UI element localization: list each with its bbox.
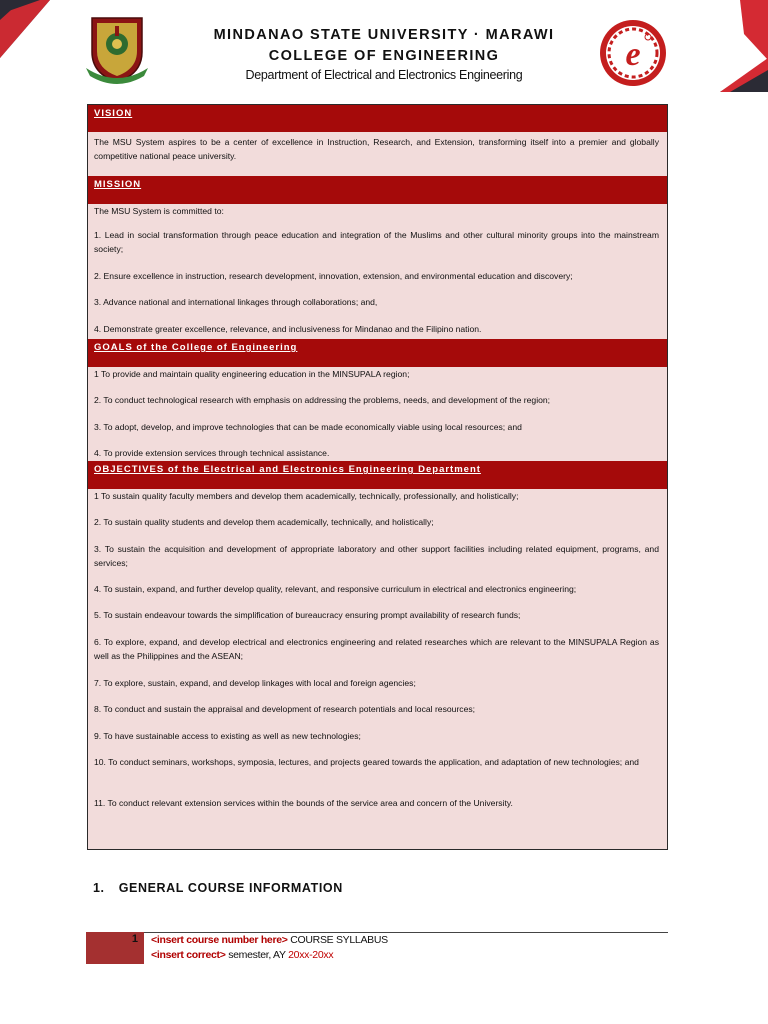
objectives-item: 2. To sustain quality students and develop them academically, technically, and holistically;	[94, 517, 434, 527]
vision-heading: VISION	[88, 105, 667, 132]
svg-text:e: e	[625, 36, 641, 73]
vision-mission-goals-box	[87, 104, 668, 850]
course-number-placeholder: <insert course number here>	[151, 934, 288, 946]
course-syllabus-label: COURSE SYLLABUS	[287, 934, 388, 946]
objectives-item: 9. To have sustainable access to existing as well as new technologies;	[94, 731, 361, 741]
goals-heading: GOALS of the College of Engineering	[88, 339, 667, 367]
academic-year-placeholder: 20xx-20xx	[288, 949, 334, 961]
page-number: 1	[131, 933, 138, 945]
section-title: GENERAL COURSE INFORMATION	[118, 881, 343, 895]
footer-course-line	[151, 934, 388, 946]
university-name: MINDANAO STATE UNIVERSITY · MARAWI	[213, 27, 555, 43]
semester-label: semester, AY	[225, 949, 289, 961]
objectives-item: 1 To sustain quality faculty members and develop them academically, technically, professionally, and holistically;	[94, 491, 519, 501]
objectives-item: 5. To sustain endeavour towards the simplification of bureaucracy ensuring prompt availability of research funds;	[94, 610, 521, 620]
footer-divider	[144, 932, 668, 933]
mission-item: 2. Ensure excellence in instruction, research development, innovation, extension, and environmental education and discovery;	[94, 271, 573, 281]
college-name: COLLEGE OF ENGINEERING	[268, 48, 500, 64]
objectives-item: 3. To sustain the acquisition and development of appropriate laboratory and other support facilities including related equipment, programs, and services;	[94, 544, 659, 568]
goals-item: 2. To conduct technological research with emphasis on addressing the problems, needs, and development of the region;	[94, 395, 551, 405]
goals-item: 1 To provide and maintain quality engineering education in the MINSUPALA region;	[94, 369, 410, 379]
mission-item: 4. Demonstrate greater excellence, relevance, and inclusiveness for Mindanao and the Filipino nation.	[94, 324, 482, 334]
section-number: 1.	[93, 881, 105, 895]
msu-seal-logo	[84, 14, 150, 86]
mission-intro: The MSU System is committed to:	[94, 206, 224, 216]
footer-semester-line	[151, 949, 333, 961]
mission-heading: MISSION	[88, 176, 667, 204]
objectives-item: 11. To conduct relevant extension services within the bounds of the service area and concern of the University.	[94, 798, 513, 808]
objectives-item: 7. To explore, sustain, expand, and develop linkages with local and foreign agencies;	[94, 678, 416, 688]
semester-placeholder: <insert correct>	[151, 949, 226, 961]
objectives-item: 8. To conduct and sustain the appraisal and development of research potentials and local resources;	[94, 704, 476, 714]
vision-text: The MSU System aspires to be a center of excellence in Instruction, Research, and Extension, transforming itself into a premier and globally competitive national peace university.	[94, 137, 659, 161]
objectives-heading: OBJECTIVES of the Electrical and Electronics Engineering Department	[88, 461, 667, 489]
document-header	[0, 0, 768, 100]
mission-item: 3. Advance national and international linkages through collaborations; and,	[94, 297, 378, 307]
engineering-gear-logo	[597, 18, 669, 88]
mission-item: 1. Lead in social transformation through peace education and integration of the Muslims and other cultural minority groups into the mainstream society;	[94, 230, 659, 254]
goals-item: 3. To adopt, develop, and improve technologies that can be made economically viable using local resources; and	[94, 422, 522, 432]
objectives-item: 10. To conduct seminars, workshops, symposia, lectures, and projects geared towards the application, and adaptation of new technologies; and	[94, 757, 639, 767]
general-course-information-heading	[93, 881, 343, 895]
objectives-item: 4. To sustain, expand, and further develop quality, relevant, and responsive curriculum in electrical and electronics engineering;	[94, 584, 577, 594]
objectives-item: 6. To explore, expand, and develop electrical and electronics engineering and related researches which are relevant to the MINSUPALA Region as well as the Philippines and the ASEAN;	[94, 637, 659, 661]
goals-item: 4. To provide extension services through technical assistance.	[94, 448, 330, 458]
department-name: Department of Electrical and Electronics Engineering	[245, 68, 523, 82]
